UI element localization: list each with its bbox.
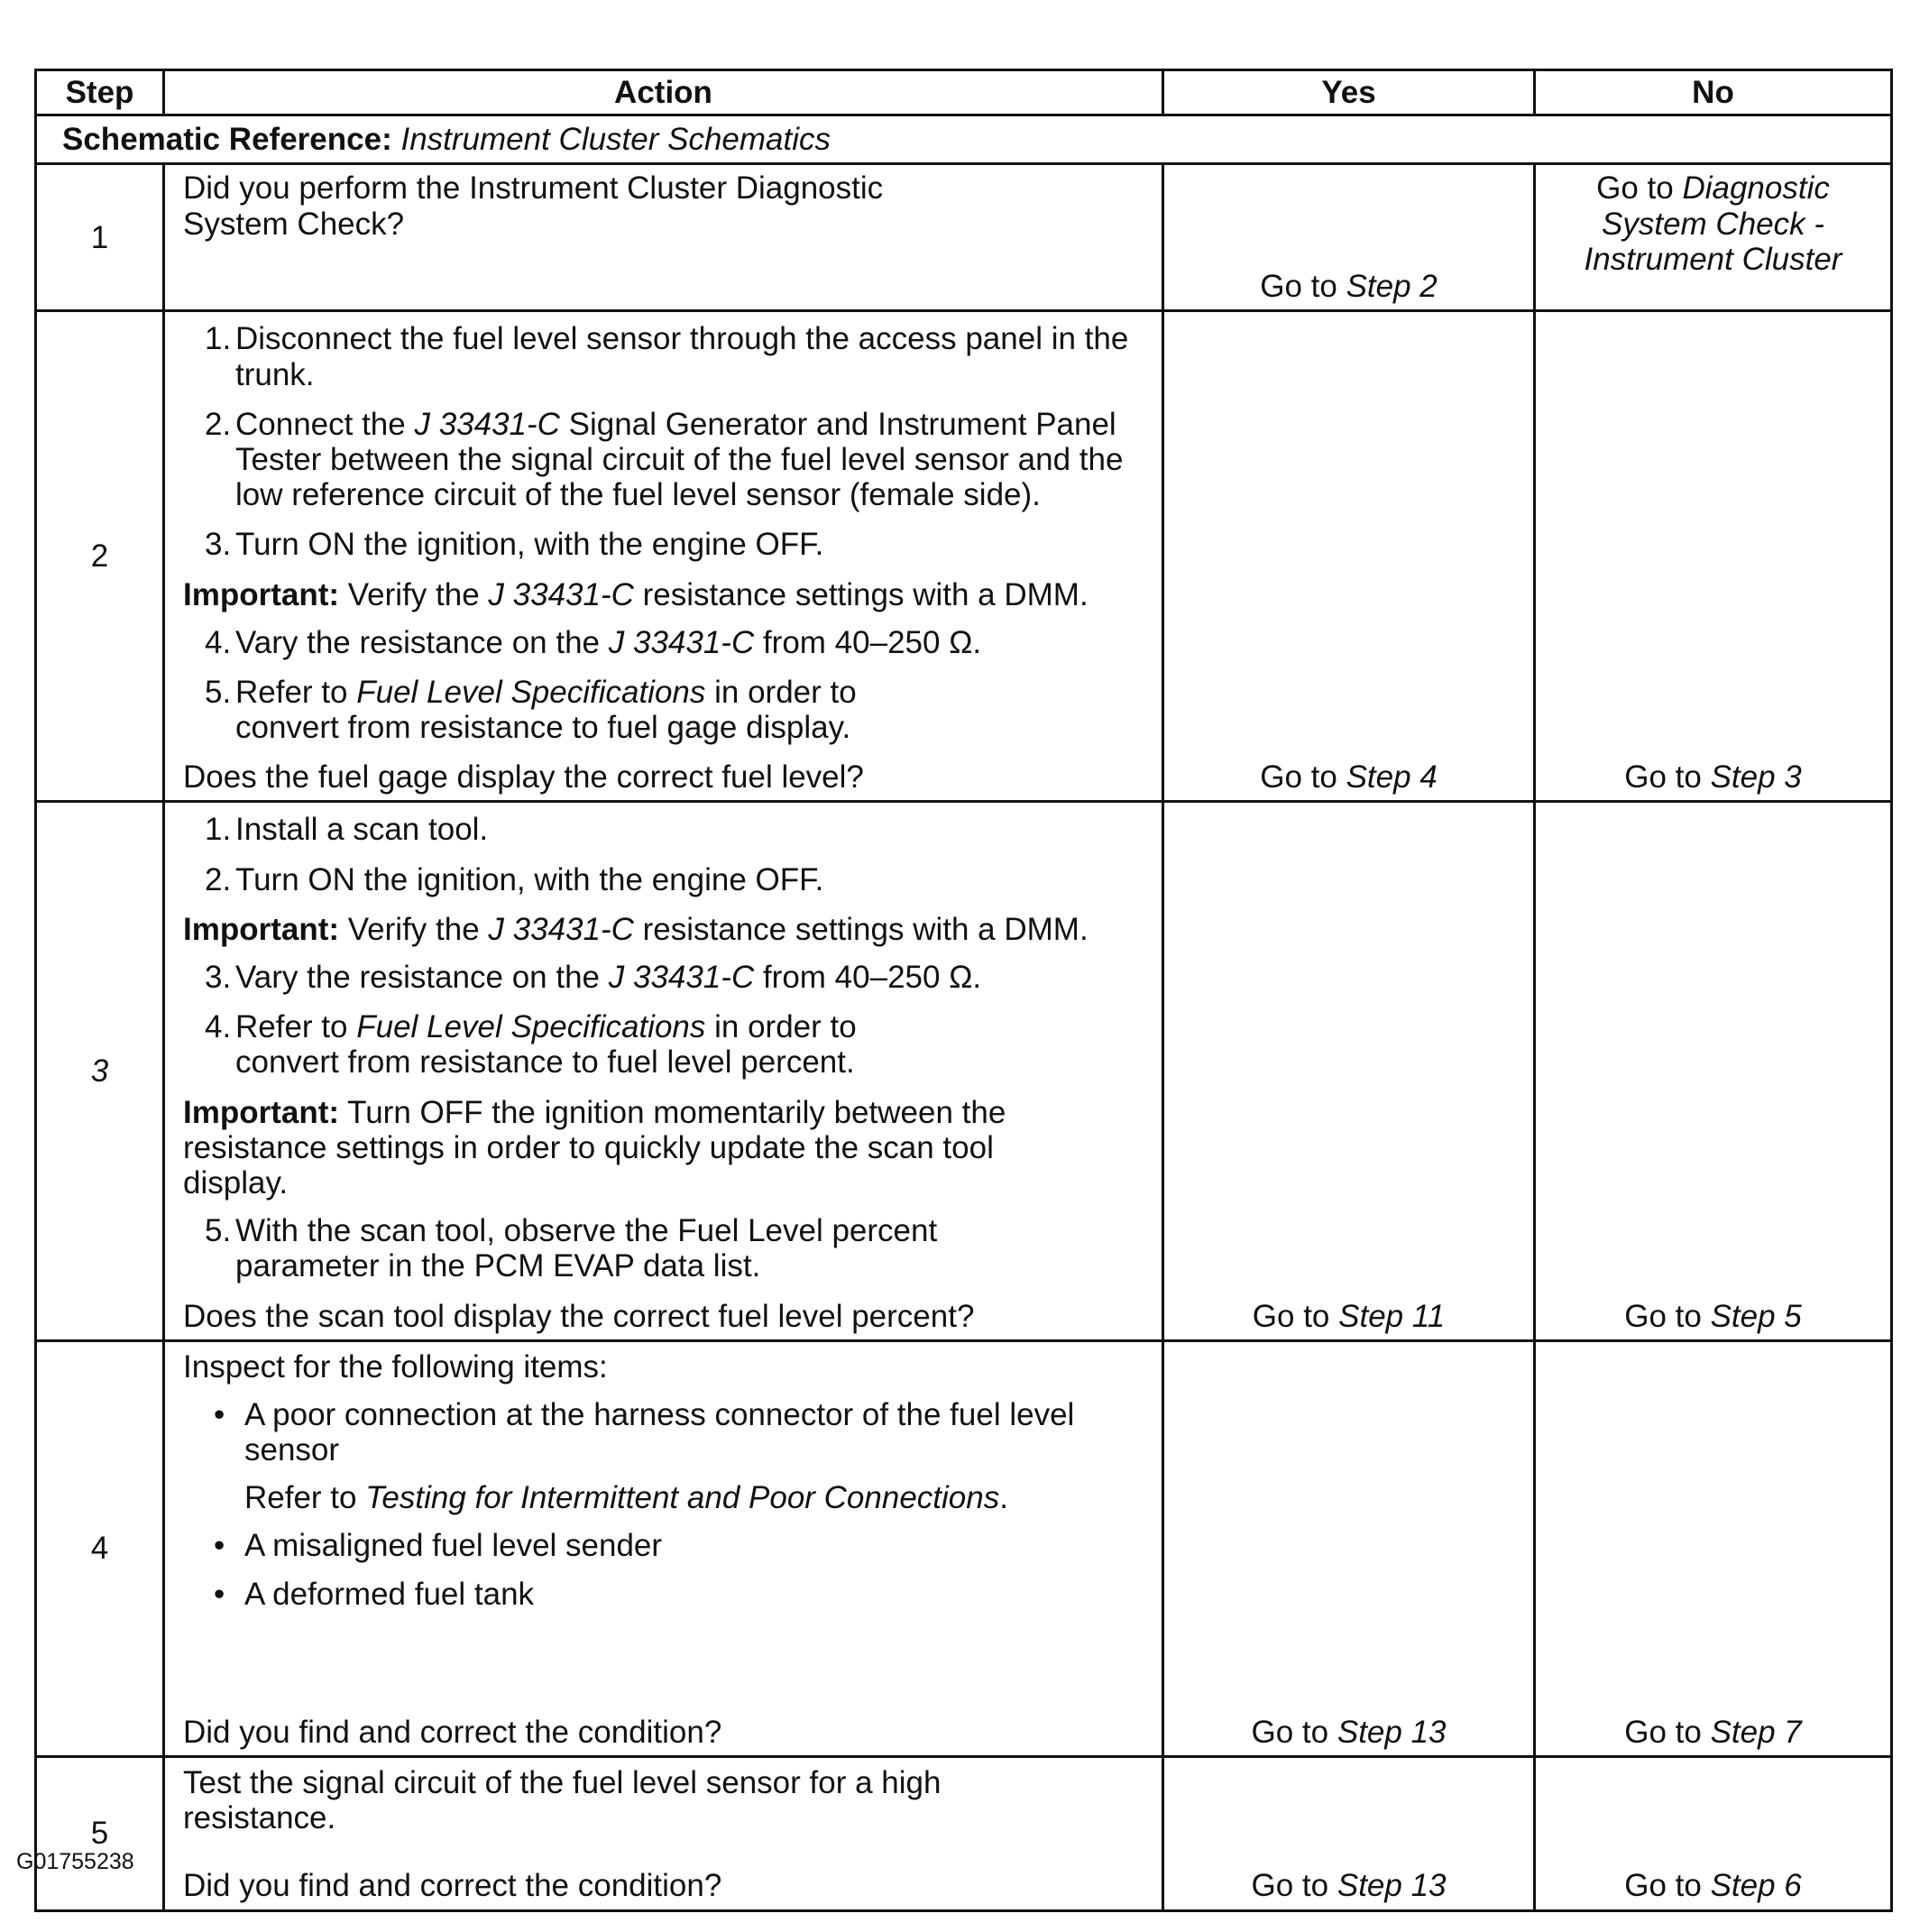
list-item: 1. Disconnect the fuel level sensor through the access panel in the trunk. xyxy=(205,321,1129,392)
list-item: 2. Turn ON the ignition, with the engine OFF. xyxy=(205,861,824,897)
yes-link[interactable]: Step 4 xyxy=(1346,759,1438,796)
list-item: 4. Vary the resistance on the J 33431-C from 40–250 Ω. xyxy=(205,624,982,660)
yes-cell xyxy=(1163,802,1535,1340)
step-number: 5 xyxy=(36,1757,164,1911)
list-item: • A misaligned fuel level sender xyxy=(214,1528,663,1564)
spec-link[interactable]: Fuel Level Specifications xyxy=(356,1009,706,1045)
no-link[interactable]: Step 6 xyxy=(1710,1868,1802,1904)
action-cell xyxy=(164,1340,1163,1756)
action-cell xyxy=(164,311,1163,802)
table-row xyxy=(36,1757,1892,1911)
schematic-link[interactable]: Instrument Cluster Schematics xyxy=(400,122,831,158)
no-cell xyxy=(1535,1340,1892,1756)
goto-label: Go to xyxy=(1624,1868,1702,1904)
yes-cell xyxy=(1163,1340,1535,1756)
no-link[interactable]: System Check - xyxy=(1602,206,1824,242)
question: Did you find and correct the condition? xyxy=(183,1714,722,1750)
list-item: 5. With the scan tool, observe the Fuel Level percent parameter in the PCM EVAP data list. xyxy=(205,1213,938,1284)
header-yes: Yes xyxy=(1163,70,1535,115)
action-cell xyxy=(164,1757,1163,1911)
list-item: 1. Install a scan tool. xyxy=(205,812,489,848)
goto-label: Go to xyxy=(1260,759,1337,796)
list-item: • A deformed fuel tank xyxy=(214,1576,535,1612)
table-row xyxy=(36,311,1892,802)
schematic-reference-row xyxy=(36,115,1892,164)
test-text: Test the signal circuit of the fuel level sensor for a high resistance. xyxy=(183,1765,942,1836)
no-link[interactable]: Step 3 xyxy=(1710,759,1802,796)
yes-link[interactable]: Step 11 xyxy=(1338,1298,1446,1334)
step-number: 1 xyxy=(36,164,164,311)
no-cell xyxy=(1535,1757,1892,1911)
question: Did you perform the Instrument Cluster Diagnostic System Check? xyxy=(183,170,884,242)
goto-label: Go to xyxy=(1624,1298,1702,1334)
no-link[interactable]: Step 5 xyxy=(1710,1298,1802,1334)
list-item: 5. Refer to Fuel Level Specifications in order to convert from resistance to fuel gage display. xyxy=(205,674,857,746)
no-link[interactable]: Instrument Cluster xyxy=(1584,241,1842,277)
important-note: Important: Turn OFF the ignition momentarily between the resistance settings in order to quickly update the scan tool display. xyxy=(183,1094,1006,1201)
important-note: Important: Verify the J 33431-C resistance settings with a DMM. xyxy=(183,911,1089,947)
schematic-reference xyxy=(36,115,1892,164)
yes-cell xyxy=(1163,311,1535,802)
list-item: 3. Vary the resistance on the J 33431-C from 40–250 Ω. xyxy=(205,960,982,995)
header-no: No xyxy=(1535,70,1892,115)
spec-link[interactable]: Fuel Level Specifications xyxy=(356,674,706,710)
list-item: 4. Refer to Fuel Level Specifications in order to convert from resistance to fuel level percent. xyxy=(205,1009,857,1081)
step-number: 4 xyxy=(36,1340,164,1756)
table-row xyxy=(36,164,1892,311)
schematic-label: Schematic Reference: xyxy=(62,122,392,158)
yes-link[interactable]: Step 2 xyxy=(1346,269,1438,305)
diagnostic-table xyxy=(34,69,1893,1912)
testing-link[interactable]: Testing for Intermittent and Poor Connections xyxy=(365,1480,1000,1516)
header-row xyxy=(36,70,1892,115)
goto-label: Go to xyxy=(1251,1868,1329,1904)
step-number: 2 xyxy=(36,311,164,802)
yes-link[interactable]: Step 13 xyxy=(1337,1714,1447,1750)
action-cell xyxy=(164,164,1163,311)
step-number: 3 xyxy=(36,802,164,1340)
goto-label: Go to xyxy=(1251,1714,1329,1750)
goto-label: Go to xyxy=(1624,759,1702,796)
no-cell xyxy=(1535,311,1892,802)
table-row xyxy=(36,802,1892,1340)
yes-link[interactable]: Step 13 xyxy=(1337,1868,1447,1904)
no-cell xyxy=(1535,802,1892,1340)
list-item: Refer to Testing for Intermittent and Poor Connections. xyxy=(244,1480,1008,1516)
list-item: 3. Turn ON the ignition, with the engine OFF. xyxy=(205,527,824,563)
goto-label: Go to xyxy=(1624,1714,1702,1750)
question: Does the scan tool display the correct fuel level percent? xyxy=(183,1298,975,1334)
important-note: Important: Verify the J 33431-C resistance settings with a DMM. xyxy=(183,576,1089,612)
no-link[interactable]: Diagnostic xyxy=(1682,170,1830,207)
list-item: 2. Connect the J 33431-C Signal Generator and Instrument Panel Tester between the signal circuit of the fuel level sensor and the low reference circuit of the fuel level sensor (female side). xyxy=(205,406,1124,513)
goto-label: Go to xyxy=(1252,1298,1330,1334)
figure-id: G01755238 xyxy=(16,1849,134,1874)
question: Does the fuel gage display the correct fuel level? xyxy=(183,759,864,796)
no-cell xyxy=(1535,164,1892,311)
no-link[interactable]: Step 7 xyxy=(1710,1714,1802,1750)
header-step: Step xyxy=(36,70,164,115)
yes-cell xyxy=(1163,164,1535,311)
table-row xyxy=(36,1340,1892,1756)
header-action: Action xyxy=(164,70,1163,115)
goto-label: Go to xyxy=(1260,269,1337,305)
yes-cell xyxy=(1163,1757,1535,1911)
action-cell xyxy=(164,802,1163,1340)
list-item: • A poor connection at the harness connector of the fuel level sensor xyxy=(214,1396,1075,1468)
inspect-intro: Inspect for the following items: xyxy=(183,1348,608,1385)
goto-label: Go to xyxy=(1596,170,1674,207)
question: Did you find and correct the condition? xyxy=(183,1868,722,1904)
